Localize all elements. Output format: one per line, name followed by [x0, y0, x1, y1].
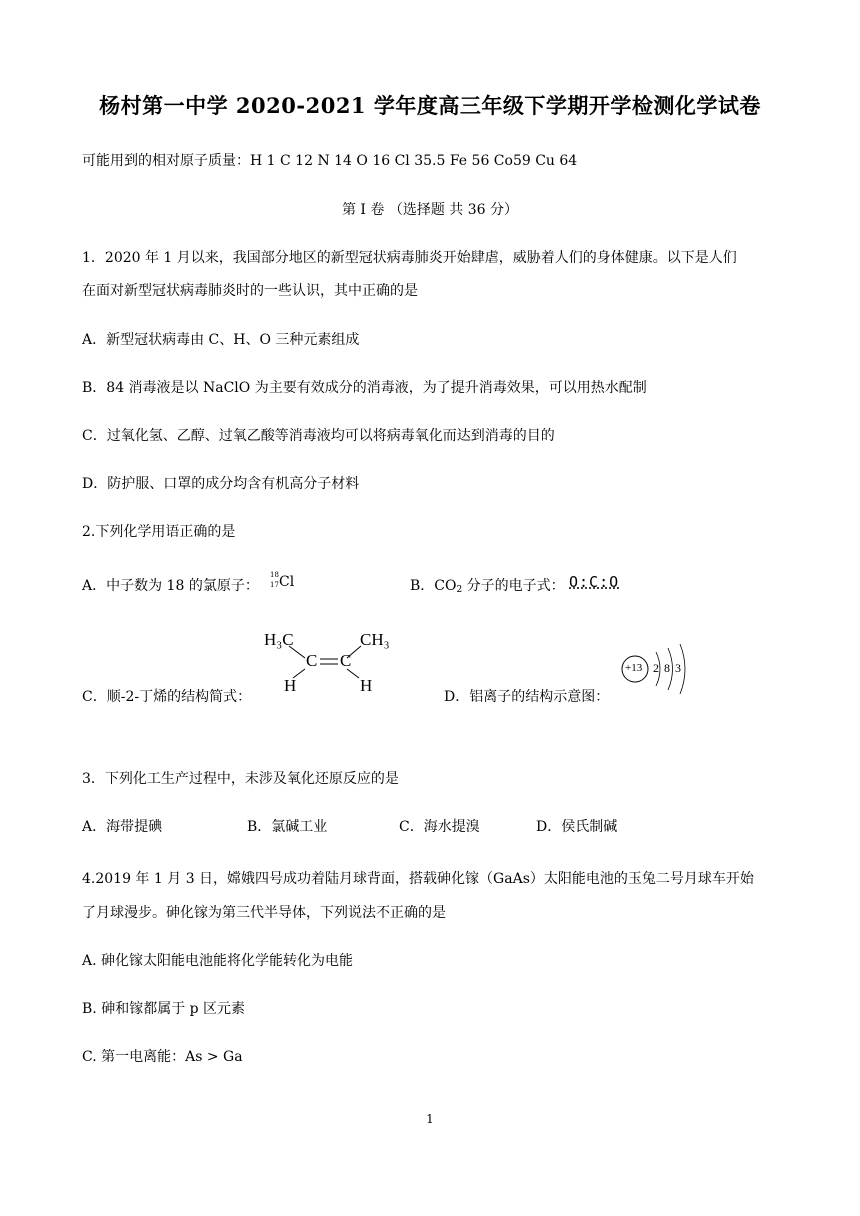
q3-stem: 3．下列化工生产过程中，未涉及氧化还原反应的是	[82, 771, 399, 787]
q4-stem-line1: 4.2019 年 1 月 3 日，嫦娥四号成功着陆月球背面，搭载砷化镓（GaAs）太阳能电池的玉兔二号月球车开始	[82, 871, 754, 887]
exam-title: 杨村第一中学 2020-2021 学年度高三年级下学期开学检测化学试卷	[99, 93, 761, 118]
element-symbol: Cl	[279, 574, 295, 590]
atomic-number: 17	[270, 581, 279, 589]
q4-stem-line2: 了月球漫步。砷化镓为第三代半导体，下列说法不正确的是	[82, 905, 446, 921]
q3-option-a: A．海带提碘	[82, 819, 163, 835]
q2-option-b-text-pre: B．CO	[410, 578, 457, 594]
q2-option-a	[82, 575, 259, 595]
aluminum-ion-diagram	[620, 638, 700, 700]
q4-option-c: C. 第一电离能：As > Ga	[82, 1049, 243, 1065]
chlorine-nuclide-notation	[270, 571, 300, 597]
atomic-mass-line: 可能用到的相对原子质量：H 1 C 12 N 14 O 16 Cl 35.5 Fe 56 Co59 Cu 64	[82, 153, 578, 169]
q1-option-c: C．过氧化氢、乙醇、过氧乙酸等消毒液均可以将病毒氧化而达到消毒的目的	[82, 428, 555, 444]
nucleus-charge: +13	[625, 662, 643, 674]
q1-stem-line1: 1．2020 年 1 月以来，我国部分地区的新型冠状病毒肺炎开始肆虐，威胁着人们的身体健康。以下是人们	[82, 250, 737, 266]
methyl-right-label: CH₃	[360, 630, 390, 649]
hydrogen-right-label: H	[360, 676, 373, 695]
carbon-right-label: C	[340, 651, 352, 670]
cis-2-butene-structure	[258, 626, 408, 706]
q4-option-a: A. 砷化镓太阳能电池能将化学能转化为电能	[82, 953, 354, 969]
carbon-left-label: C	[306, 651, 318, 670]
q2-option-b	[410, 575, 565, 595]
co2-lewis-formula: O:C:O	[569, 573, 620, 591]
q2-option-b-subscript: 2	[456, 585, 463, 595]
q2-option-b-text-post: 分子的电子式：	[462, 578, 565, 594]
electron-shells: 2 8 3	[653, 661, 682, 675]
q1-option-b: B．84 消毒液是以 NaClO 为主要有效成分的消毒液，为了提升消毒效果，可以用热水配制	[82, 380, 647, 396]
q1-option-a: A．新型冠状病毒由 C、H、O 三种元素组成	[82, 332, 360, 348]
q3-option-b: B．氯碱工业	[247, 819, 328, 835]
q2-option-c: C．顺-2-丁烯的结构简式：	[82, 689, 252, 705]
q1-option-d: D．防护服、口罩的成分均含有机高分子材料	[82, 476, 360, 492]
q2-stem: 2.下列化学用语正确的是	[82, 524, 236, 540]
q1-stem-line2: 在面对新型冠状病毒肺炎时的一些认识，其中正确的是	[82, 283, 418, 299]
q4-option-b: B. 砷和镓都属于 p 区元素	[82, 1001, 246, 1017]
q3-option-d: D．侯氏制碱	[536, 819, 618, 835]
q2-option-d: D．铝离子的结构示意图：	[444, 689, 610, 705]
page-number: 1	[426, 1112, 434, 1126]
methyl-left-label: H₃C	[264, 630, 294, 649]
q3-option-c: C．海水提溴	[399, 819, 480, 835]
mass-number: 18	[270, 571, 279, 579]
q2-option-a-text: A．中子数为 18 的氯原子：	[82, 578, 259, 594]
hydrogen-left-label: H	[284, 676, 297, 695]
section-header: 第 I 卷 （选择题 共 36 分）	[341, 202, 519, 218]
